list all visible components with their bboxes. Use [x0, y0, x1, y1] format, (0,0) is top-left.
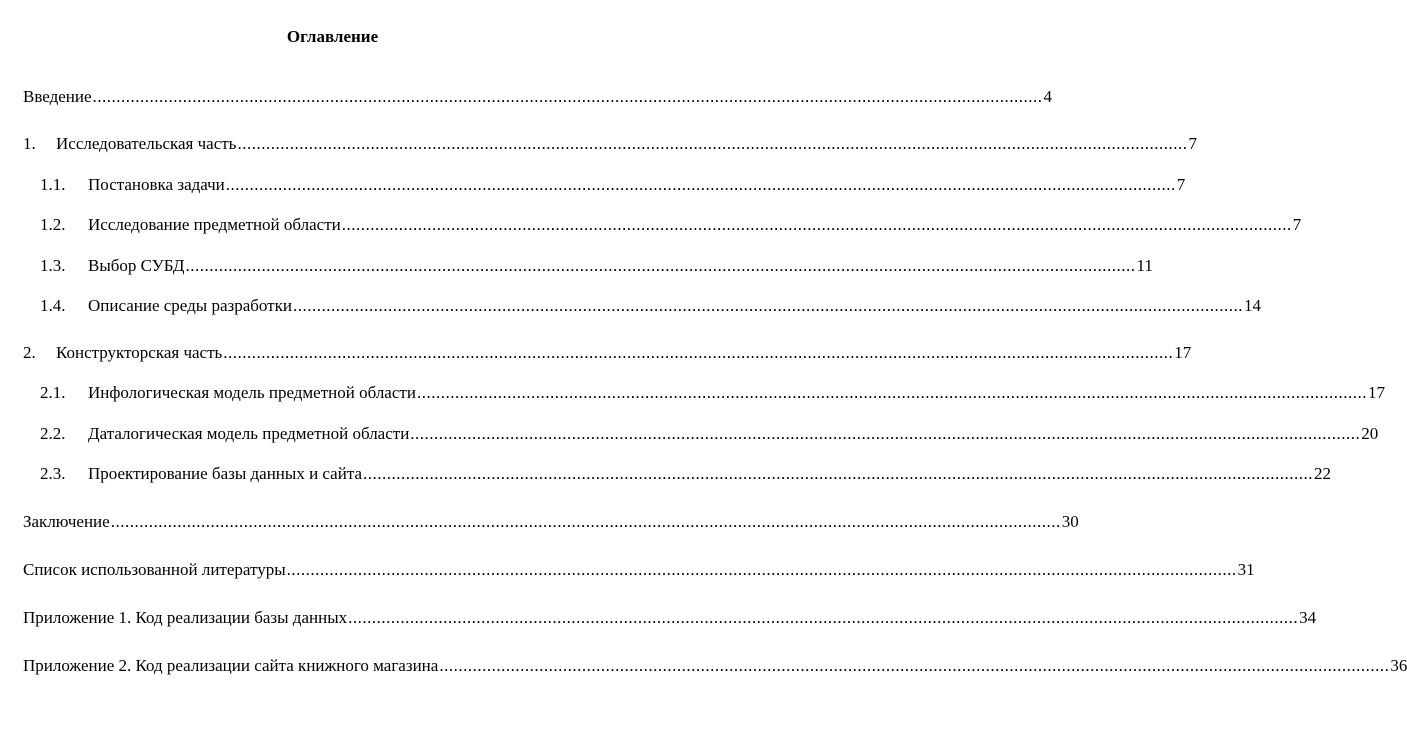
toc-entry-appendix-2[interactable]	[23, 655, 1407, 677]
toc-entry-label: Проектирование базы данных и сайта	[88, 464, 363, 483]
toc-entry-label: Список использованной литературы	[23, 560, 286, 579]
toc-entry-number: 1.2.	[40, 215, 66, 234]
toc-entry-dbms-choice[interactable]	[40, 255, 1153, 277]
toc-entry-number: 2.	[23, 343, 36, 362]
toc-entry-problem-statement[interactable]	[40, 174, 1186, 196]
toc-title: Оглавление	[286, 27, 379, 46]
toc-entry-page: 36	[1390, 656, 1407, 675]
toc-entry-label: Заключение	[23, 512, 110, 531]
toc-entry-number: 1.3.	[40, 256, 66, 275]
toc-entry-label: Постановка задачи	[88, 175, 225, 194]
dot-leader: ........................................................................................................................................................................................................	[92, 87, 1043, 106]
toc-entry-infological-model[interactable]	[40, 382, 1385, 404]
toc-entry-page: 17	[1367, 383, 1385, 402]
dot-leader: ........................................................................................................................................................................................................	[341, 215, 1292, 234]
toc-entry-introduction[interactable]	[23, 86, 1053, 108]
toc-entry-label: Приложение 1. Код реализации базы данных	[23, 608, 348, 627]
toc-entry-domain-research[interactable]	[40, 214, 1302, 236]
toc-entry-research-part[interactable]	[23, 133, 1197, 155]
toc-entry-page: 11	[1136, 256, 1153, 275]
toc-entry-dev-environment[interactable]	[40, 295, 1261, 317]
toc-entry-page: 22	[1314, 464, 1332, 483]
toc-entry-label: Описание среды разработки	[88, 296, 292, 315]
toc-entry-page: 20	[1361, 424, 1379, 443]
toc-entry-label: Исследовательская часть	[56, 134, 237, 153]
toc-entry-label: Конструкторская часть	[56, 343, 223, 362]
toc-entry-appendix-1[interactable]	[23, 607, 1317, 629]
dot-leader: ........................................................................................................................................................................................................	[292, 296, 1243, 315]
toc-entry-label: Исследование предметной области	[88, 215, 341, 234]
toc-entry-number: 2.2.	[40, 424, 66, 443]
toc-entry-page: 34	[1299, 608, 1317, 627]
toc-entry-page: 14	[1243, 296, 1261, 315]
dot-leader: ........................................................................................................................................................................................................	[185, 256, 1136, 275]
toc-entry-page: 7	[1292, 215, 1302, 234]
dot-leader: ........................................................................................................................................................................................................	[439, 656, 1390, 675]
toc-entry-number: 1.1.	[40, 175, 66, 194]
toc-entry-number: 1.	[23, 134, 36, 153]
toc-entry-label: Инфологическая модель предметной области	[88, 383, 416, 402]
toc-entry-design-part[interactable]	[23, 342, 1192, 364]
toc-entry-references[interactable]	[23, 559, 1255, 581]
toc-entry-page: 7	[1176, 175, 1186, 194]
dot-leader: ........................................................................................................................................................................................................	[110, 512, 1061, 531]
toc-entry-page: 7	[1188, 134, 1197, 153]
dot-leader: ........................................................................................................................................................................................................	[223, 343, 1174, 362]
toc-entry-page: 4	[1043, 87, 1053, 106]
dot-leader: ........................................................................................................................................................................................................	[237, 134, 1188, 153]
dot-leader: ........................................................................................................................................................................................................	[363, 464, 1314, 483]
toc-entry-page: 31	[1237, 560, 1255, 579]
toc-entry-label: Приложение 2. Код реализации сайта книжного магазина	[23, 656, 439, 675]
dot-leader: ........................................................................................................................................................................................................	[416, 383, 1367, 402]
toc-entry-label: Введение	[23, 87, 92, 106]
toc-entry-db-site-design[interactable]	[40, 463, 1332, 485]
toc-entry-conclusion[interactable]	[23, 511, 1079, 533]
dot-leader: ........................................................................................................................................................................................................	[225, 175, 1176, 194]
toc-entry-number: 2.3.	[40, 464, 66, 483]
toc-entry-number: 2.1.	[40, 383, 66, 402]
toc-entry-datalogical-model[interactable]	[40, 423, 1379, 445]
dot-leader: ........................................................................................................................................................................................................	[286, 560, 1237, 579]
dot-leader: ........................................................................................................................................................................................................	[410, 424, 1361, 443]
dot-leader: ........................................................................................................................................................................................................	[348, 608, 1299, 627]
toc-entry-page: 30	[1061, 512, 1079, 531]
toc-entry-label: Выбор СУБД	[88, 256, 185, 275]
toc-entry-label: Даталогическая модель предметной области	[88, 424, 410, 443]
toc-entry-page: 17	[1174, 343, 1192, 362]
toc-entry-number: 1.4.	[40, 296, 66, 315]
